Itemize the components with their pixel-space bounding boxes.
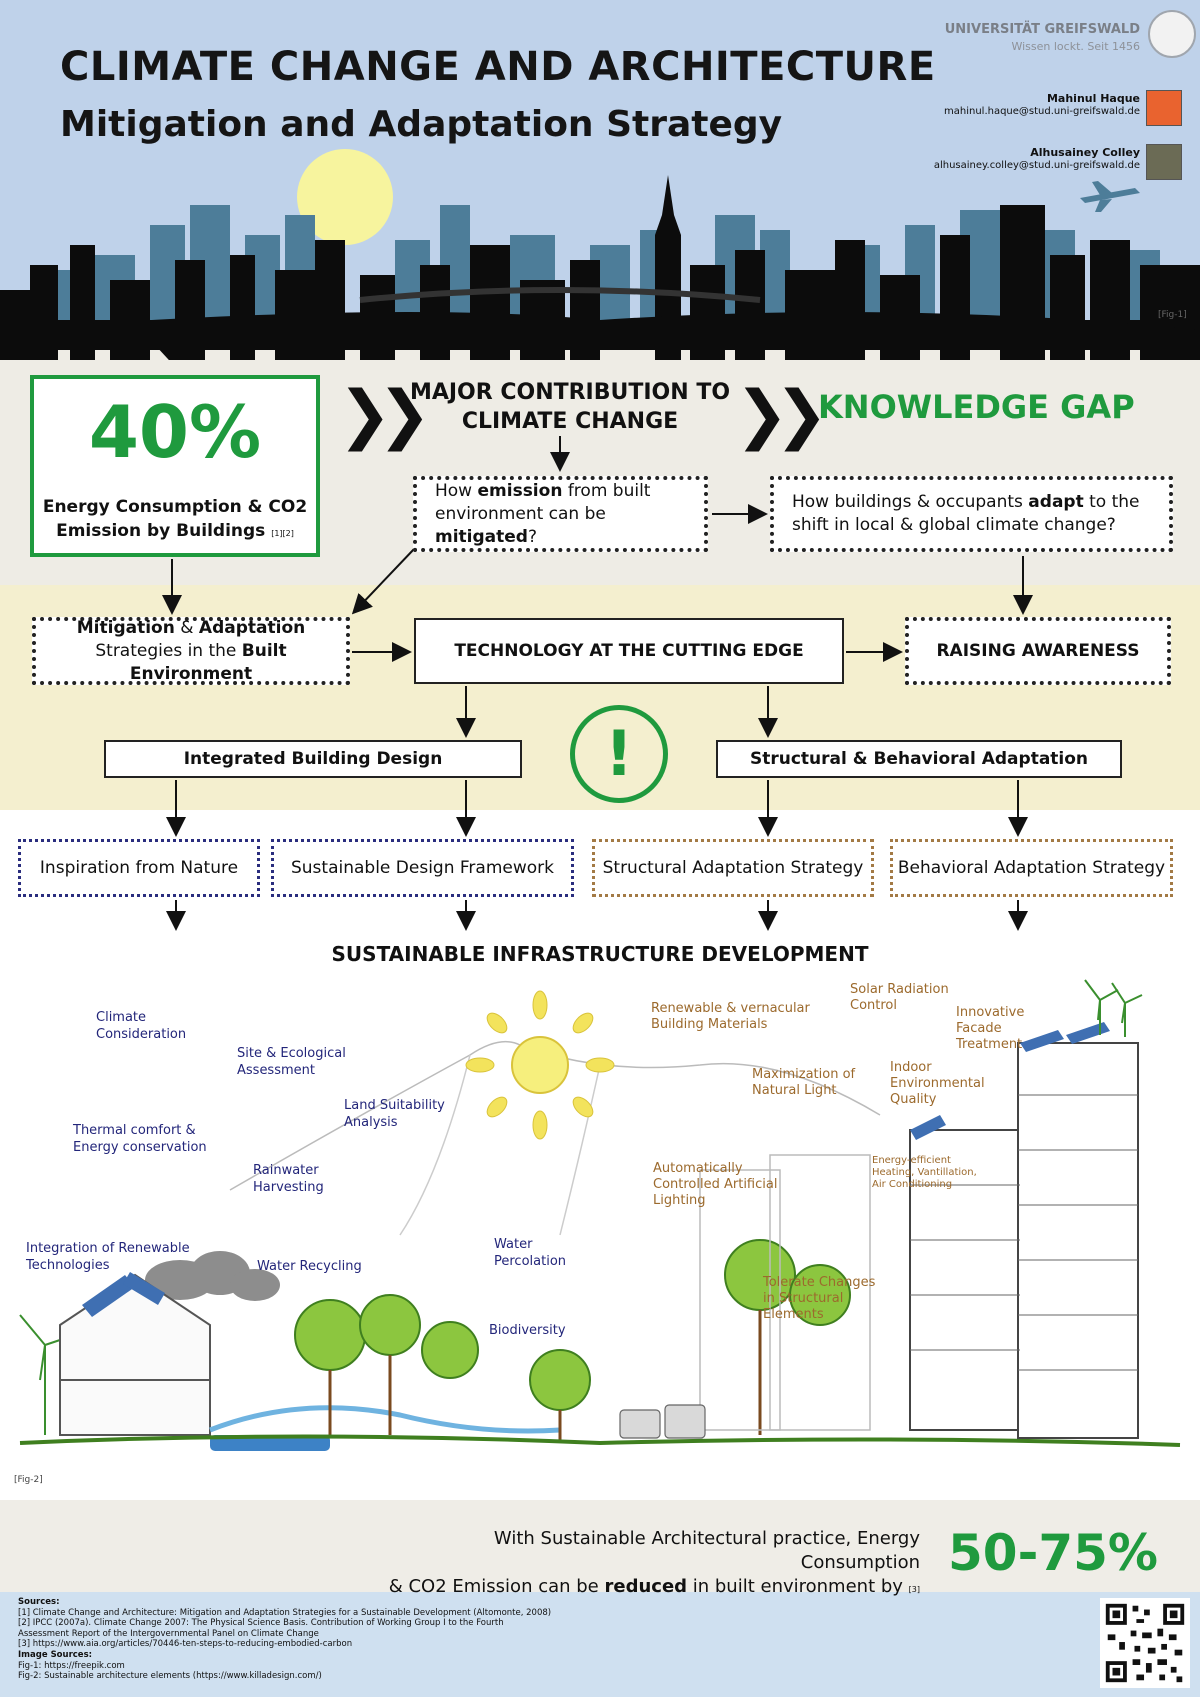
double-chevron-right-icon: ❯❯ xyxy=(338,378,418,452)
major-contribution-heading: MAJOR CONTRIBUTION TO CLIMATE CHANGE xyxy=(409,380,731,434)
reduction-value: 50-75% xyxy=(948,1524,1159,1582)
university-name: UNIVERSITÄT GREIFSWALD xyxy=(944,22,1140,37)
mitigation-question-box: How emission from built environment can be mitigated? xyxy=(413,476,708,552)
author-name: Alhusainey Colley xyxy=(1030,146,1140,159)
illustration-label: Indoor Environmental Quality xyxy=(890,1060,985,1107)
category-box: Behavioral Adaptation Strategy xyxy=(890,839,1173,897)
page-subtitle: Mitigation and Adaptation Strategy xyxy=(60,104,783,145)
illustration-label: Solar Radiation Control xyxy=(850,982,949,1013)
knowledge-gap-heading: KNOWLEDGE GAP xyxy=(818,388,1135,426)
raising-awareness-box: RAISING AWARENESS xyxy=(905,617,1171,685)
page-title: CLIMATE CHANGE AND ARCHITECTURE xyxy=(60,44,936,90)
illustration-label: Land Suitability Analysis xyxy=(344,1098,445,1130)
illustration-label: Integration of Renewable Technologies xyxy=(26,1241,190,1273)
author-email: alhusainey.colley@stud.uni-greifswald.de xyxy=(933,160,1140,171)
illustration-label: Renewable & vernacular Building Materials xyxy=(651,1001,810,1032)
illustration-label: Automatically Controlled Artificial Lighting xyxy=(653,1161,778,1208)
illustration-label: Energy-efficient Heating, Vantillation, Air Conditioning xyxy=(872,1155,977,1190)
illustration-label: Maximization of Natural Light xyxy=(752,1067,856,1098)
stat-description: Energy Consumption & CO2 Emission by Buildings [1][2] xyxy=(42,497,308,541)
sustainable-architecture-illustration xyxy=(0,975,1200,1495)
illustration-label: Rainwater Harvesting xyxy=(253,1163,324,1195)
illustration-label: Innovative Facade Treatment xyxy=(956,1005,1025,1052)
illustration-label: Climate Consideration xyxy=(96,1010,187,1042)
category-box: Inspiration from Nature xyxy=(18,839,260,897)
illustration-label: Thermal comfort & Energy conservation xyxy=(73,1123,207,1155)
illustration-label: Biodiversity xyxy=(489,1323,566,1338)
integrated-design-box: Integrated Building Design xyxy=(104,740,522,778)
summary-text: With Sustainable Architectural practice, Energy Consumption & CO2 Emission can be reduced in built environment by [3] xyxy=(388,1528,920,1597)
category-box: Sustainable Design Framework xyxy=(271,839,574,897)
university-motto: Wissen lockt. Seit 1456 xyxy=(1011,40,1140,53)
illustration-label: Water Recycling xyxy=(257,1259,362,1274)
vehicles-icon xyxy=(620,1405,705,1438)
adaptation-question-box: How buildings & occupants adapt to the shift in local & global climate change? xyxy=(770,476,1173,552)
author-email: mahinul.haque@stud.uni-greifswald.de xyxy=(944,106,1140,117)
qr-code-icon[interactable] xyxy=(1100,1598,1190,1688)
figure-label: [Fig-1] xyxy=(1158,310,1187,320)
sources-list: Sources: [1] Climate Change and Architecture: Mitigation and Adaptation Strategies for a Sustainable Development (Altomonte, 2008) [2] IPCC (2007a). Climate Change 2007: The Physical Science Basis. Contribution of Working Group I to the Fourth Assessment Report of the Intergovernmental Panel on Climate Change [3] https://www.aia.org/articles/70446-ten-steps-to-reducing-embodied-carbon Image Sources: Fig-1: https://freepik.com Fig-2: Sustainable architecture elements (https://www.killadesign.com/) xyxy=(18,1597,552,1682)
figure-label: [Fig-2] xyxy=(14,1475,43,1485)
illustration-label: Site & Ecological Assessment xyxy=(237,1046,346,1078)
double-chevron-right-icon: ❯❯ xyxy=(735,378,815,452)
sun-icon xyxy=(466,991,614,1139)
section-heading: SUSTAINABLE INFRASTRUCTURE DEVELOPMENT xyxy=(331,942,869,966)
category-box: Structural Adaptation Strategy xyxy=(592,839,874,897)
author-name: Mahinul Haque xyxy=(1046,92,1140,105)
illustration-label: Tolerate Changes in Structural Elements xyxy=(763,1275,876,1322)
stat-value: 40% xyxy=(88,390,262,474)
illustration-label: Water Percolation xyxy=(494,1237,567,1269)
structural-behavioral-box: Structural & Behavioral Adaptation xyxy=(716,740,1122,778)
strategies-box: Mitigation & Adaptation Strategies in the Built Environment xyxy=(32,617,350,685)
exclamation-icon: ! xyxy=(570,705,668,803)
technology-box: TECHNOLOGY AT THE CUTTING EDGE xyxy=(414,618,844,684)
